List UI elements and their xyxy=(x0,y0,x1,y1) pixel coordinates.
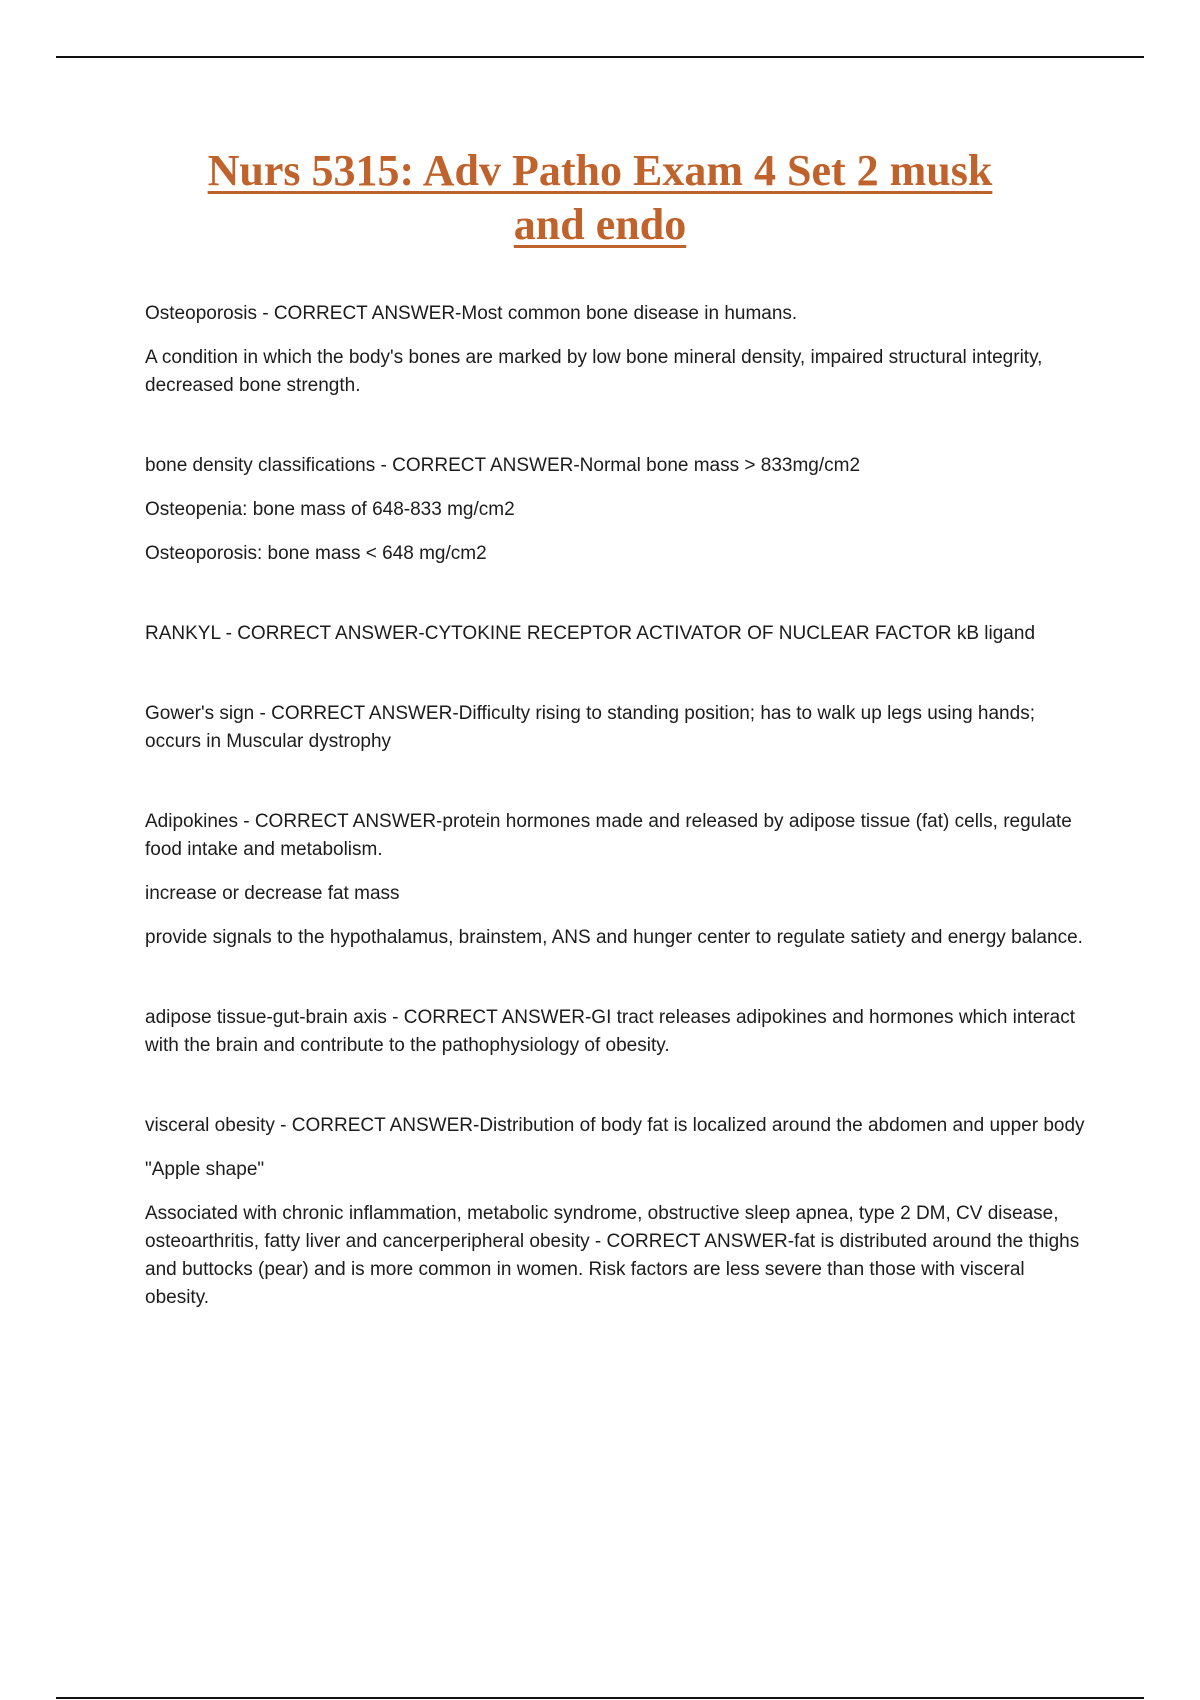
entry-gowers-sign xyxy=(145,700,1085,756)
document-body xyxy=(145,300,1085,1364)
paragraph: bone density classifications - CORRECT ANSWER-Normal bone mass > 833mg/cm2 xyxy=(145,455,861,476)
paragraph: Adipokines - CORRECT ANSWER-protein hormones made and released by adipose tissue (fat) cells, regulate food intake and metabolism. xyxy=(145,811,1072,860)
entry-bone-density-classifications xyxy=(145,452,1085,568)
entry-adipose-tissue-gut-brain-axis xyxy=(145,1004,1085,1060)
title-line-2: and endo xyxy=(513,200,687,249)
paragraph: Osteoporosis - CORRECT ANSWER-Most common bone disease in humans. xyxy=(145,303,798,324)
paragraph: increase or decrease fat mass xyxy=(145,883,400,904)
paragraph: visceral obesity - CORRECT ANSWER-Distribution of body fat is localized around the abdomen and upper body xyxy=(145,1115,1085,1136)
paragraph: provide signals to the hypothalamus, brainstem, ANS and hunger center to regulate satiety and energy balance. xyxy=(145,927,1083,948)
paragraph: "Apple shape" xyxy=(145,1159,265,1180)
paragraph: adipose tissue-gut-brain axis - CORRECT ANSWER-GI tract releases adipokines and hormones which interact with the brain and contribute to the pathophysiology of obesity. xyxy=(145,1007,1075,1056)
paragraph: Gower's sign - CORRECT ANSWER-Difficulty rising to standing position; has to walk up legs using hands; occurs in Muscular dystrophy xyxy=(145,703,1035,752)
paragraph: A condition in which the body's bones are marked by low bone mineral density, impaired structural integrity, decreased bone strength. xyxy=(145,347,1043,396)
paragraph: Osteoporosis: bone mass < 648 mg/cm2 xyxy=(145,543,487,564)
paragraph: Associated with chronic inflammation, metabolic syndrome, obstructive sleep apnea, type 2 DM, CV disease, osteoarthritis, fatty liver and cancerperipheral obesity - CORRECT ANSWER-fat is distributed around the thighs and buttocks (pear) and is more common in women. Risk factors are less severe than those with visceral obesity. xyxy=(145,1203,1080,1308)
title-line-1: Nurs 5315: Adv Patho Exam 4 Set 2 musk xyxy=(207,146,993,195)
paragraph: Osteopenia: bone mass of 648-833 mg/cm2 xyxy=(145,499,515,520)
entry-rankyl xyxy=(145,620,1085,648)
top-rule xyxy=(56,56,1144,58)
page-title xyxy=(100,144,1100,252)
entry-adipokines xyxy=(145,808,1085,952)
entry-visceral-obesity xyxy=(145,1112,1085,1312)
paragraph: RANKYL - CORRECT ANSWER-CYTOKINE RECEPTOR ACTIVATOR OF NUCLEAR FACTOR kB ligand xyxy=(145,623,1036,644)
bottom-rule xyxy=(56,1697,1144,1699)
entry-osteoporosis xyxy=(145,300,1085,400)
